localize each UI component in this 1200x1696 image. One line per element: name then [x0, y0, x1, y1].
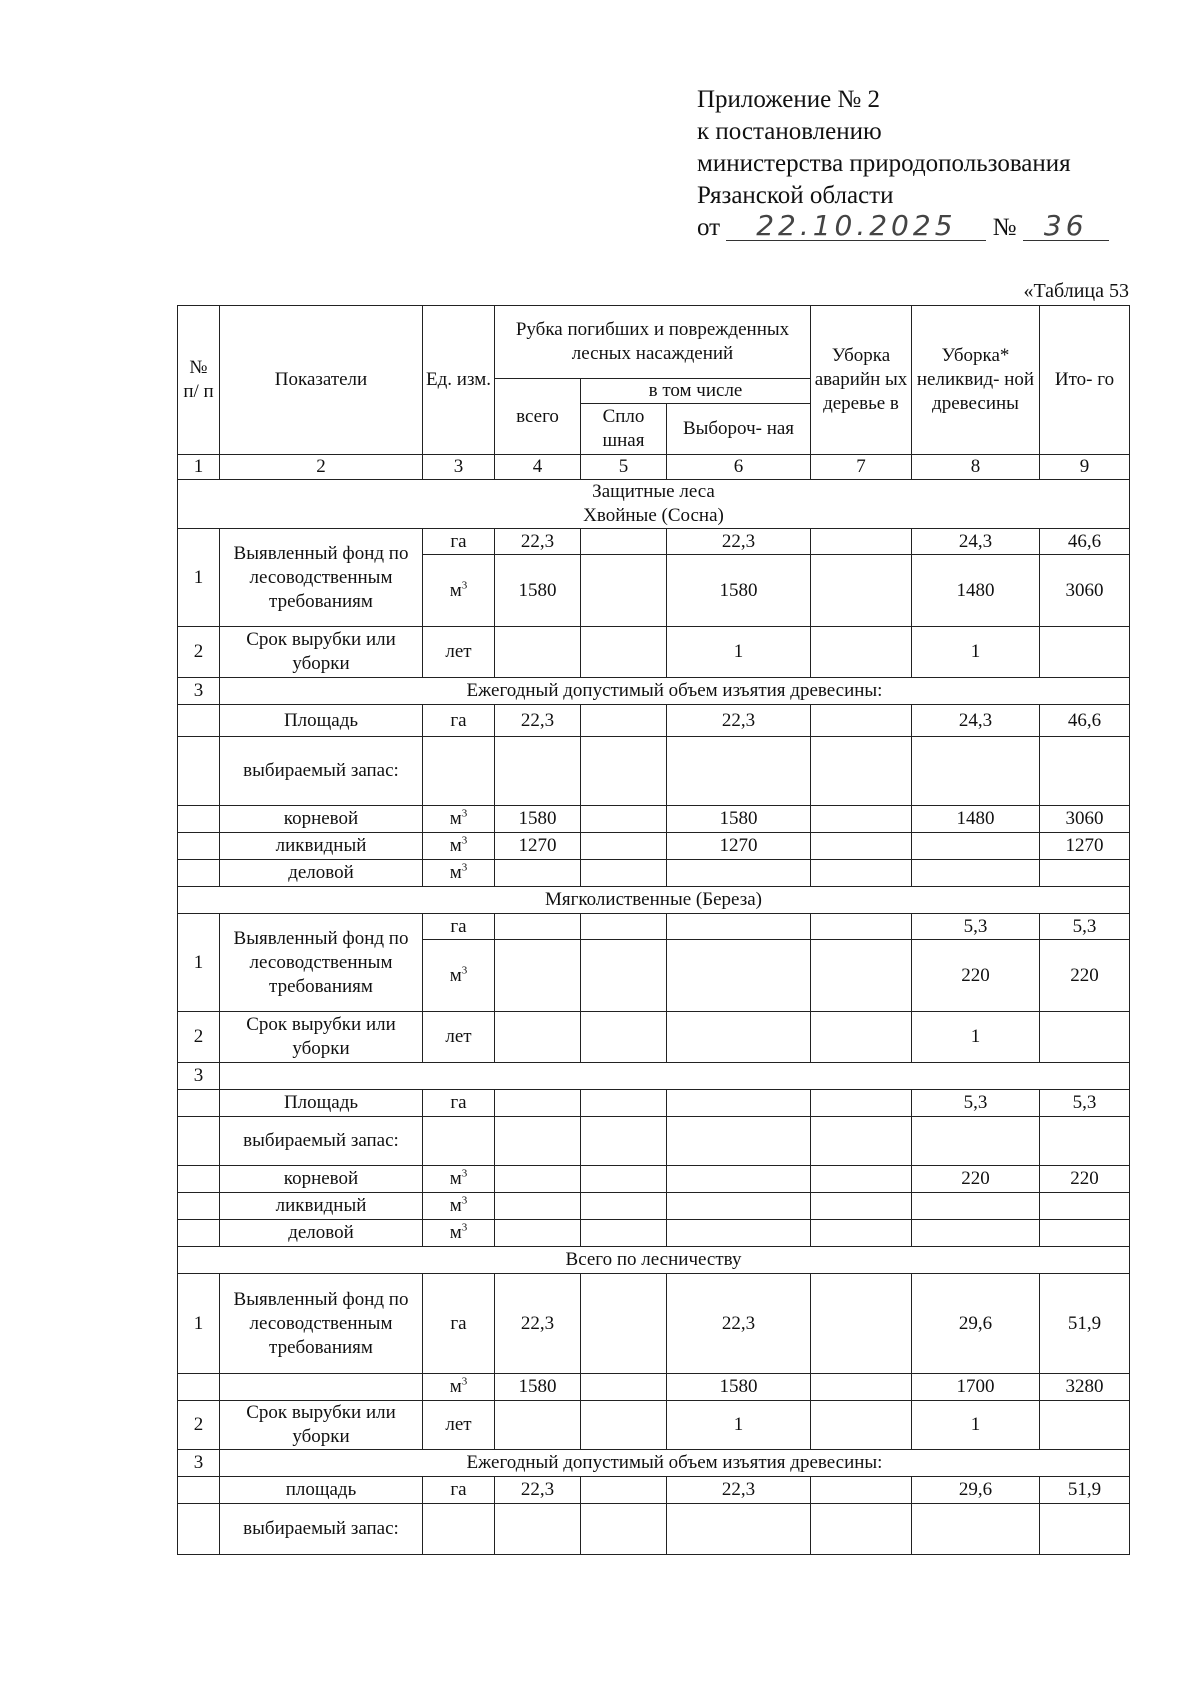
- row-number: 1: [178, 914, 220, 1012]
- data-cell: [1040, 1220, 1130, 1247]
- col-felling-header: Рубка погибших и поврежденных лесных насаждений: [495, 306, 811, 379]
- col-number: 4: [495, 455, 581, 480]
- data-cell: 46,6: [1040, 529, 1130, 555]
- col-num-header: № п/ п: [178, 306, 220, 455]
- data-cell: [495, 1220, 581, 1247]
- data-cell: 5,3: [912, 914, 1040, 940]
- data-cell: [495, 737, 581, 806]
- number-label: №: [992, 214, 1017, 241]
- data-cell: [581, 1117, 667, 1166]
- data-cell: [811, 555, 912, 627]
- data-cell: [667, 1012, 811, 1063]
- col-number: 8: [912, 455, 1040, 480]
- row-number: [178, 860, 220, 887]
- data-cell: 220: [912, 940, 1040, 1012]
- indicator-label: ликвидный: [220, 833, 423, 860]
- data-cell: [581, 1401, 667, 1450]
- data-cell: [811, 737, 912, 806]
- data-cell: [912, 1117, 1040, 1166]
- row-number: [178, 1166, 220, 1193]
- unit-m: м: [449, 835, 462, 856]
- species-label: Хвойные (Сосна): [583, 505, 724, 526]
- data-cell: [912, 737, 1040, 806]
- col-emergency-header: Уборка аварийн ых деревье в: [811, 306, 912, 455]
- data-cell: [581, 1504, 667, 1555]
- data-cell: [581, 1477, 667, 1504]
- data-cell: 1: [667, 1401, 811, 1450]
- data-cell: 29,6: [912, 1274, 1040, 1374]
- data-cell: 1580: [667, 555, 811, 627]
- data-cell: [811, 1193, 912, 1220]
- unit-m: м: [449, 1195, 462, 1216]
- data-cell: [495, 1117, 581, 1166]
- appendix-subtitle: к постановлению: [697, 118, 882, 145]
- district-total-heading: Всего по лесничеству: [178, 1247, 1130, 1274]
- table-body: [178, 480, 1130, 1555]
- col-number: 5: [581, 455, 667, 480]
- annual-volume-label: Ежегодный допустимый объем изъятия древесины:: [220, 1450, 1130, 1477]
- annual-volume-label: Ежегодный допустимый объем изъятия древесины:: [220, 678, 1130, 705]
- data-cell: [667, 1166, 811, 1193]
- unit-m: м: [449, 1376, 462, 1397]
- data-cell: 29,6: [912, 1477, 1040, 1504]
- data-cell: [811, 1090, 912, 1117]
- row-number: [178, 806, 220, 833]
- data-cell: 3280: [1040, 1374, 1130, 1401]
- data-cell: [811, 1166, 912, 1193]
- col-number: 9: [1040, 455, 1130, 480]
- col-number: 1: [178, 455, 220, 480]
- data-cell: [1040, 1117, 1130, 1166]
- indicator-label: Срок вырубки или уборки: [220, 627, 423, 678]
- data-cell: [495, 914, 581, 940]
- row-number: [178, 1193, 220, 1220]
- appendix-title: Приложение № 2: [697, 86, 881, 113]
- data-cell: [811, 1401, 912, 1450]
- table-header: [178, 306, 1130, 480]
- data-cell: [912, 1504, 1040, 1555]
- table-caption: «Таблица 53: [1023, 280, 1129, 302]
- data-cell: 46,6: [1040, 705, 1130, 737]
- data-cell: [811, 1504, 912, 1555]
- unit-sup: 3: [461, 1194, 468, 1207]
- data-cell: [912, 860, 1040, 887]
- unit-sup: 3: [461, 834, 468, 847]
- data-cell: [495, 1090, 581, 1117]
- indicator-label: площадь: [220, 1477, 423, 1504]
- row-number: [178, 1477, 220, 1504]
- data-cell: 22,3: [667, 1477, 811, 1504]
- data-cell: [581, 737, 667, 806]
- data-cell: [1040, 1193, 1130, 1220]
- data-cell: 5,3: [1040, 914, 1130, 940]
- indicator-label: Выявленный фонд по лесоводственным требованиям: [220, 1274, 423, 1374]
- unit-m: м: [449, 1168, 462, 1189]
- data-cell: [811, 1220, 912, 1247]
- row-number: [178, 833, 220, 860]
- data-cell: [495, 1504, 581, 1555]
- data-cell: [581, 555, 667, 627]
- unit-cell: га: [423, 705, 495, 737]
- data-cell: [811, 1477, 912, 1504]
- data-cell: [1040, 1504, 1130, 1555]
- col-number: 3: [423, 455, 495, 480]
- indicator-label: Площадь: [220, 1090, 423, 1117]
- data-cell: [581, 914, 667, 940]
- data-cell: [667, 1504, 811, 1555]
- row-number: 3: [178, 1063, 220, 1090]
- row-number: [178, 1374, 220, 1401]
- data-cell: 22,3: [667, 705, 811, 737]
- data-cell: [811, 833, 912, 860]
- data-cell: [811, 806, 912, 833]
- row-number: [178, 1504, 220, 1555]
- unit-cell: га: [423, 914, 495, 940]
- data-cell: [581, 860, 667, 887]
- row-number: 2: [178, 1401, 220, 1450]
- indicator-label: [220, 1374, 423, 1401]
- unit-cell: [423, 555, 495, 627]
- col-total-header: Ито- го: [1040, 306, 1130, 455]
- data-cell: [581, 529, 667, 555]
- data-cell: [667, 1193, 811, 1220]
- unit-cell: [423, 1220, 495, 1247]
- indicator-label: выбираемый запас:: [220, 737, 423, 806]
- unit-cell: [423, 1166, 495, 1193]
- data-cell: 24,3: [912, 705, 1040, 737]
- data-cell: [811, 914, 912, 940]
- row-number: 2: [178, 627, 220, 678]
- data-cell: [667, 1220, 811, 1247]
- data-cell: 1270: [667, 833, 811, 860]
- unit-sup: 3: [461, 1167, 468, 1180]
- unit-cell: лет: [423, 627, 495, 678]
- row-number: 2: [178, 1012, 220, 1063]
- data-cell: 51,9: [1040, 1274, 1130, 1374]
- data-cell: [811, 627, 912, 678]
- data-cell: [581, 940, 667, 1012]
- data-cell: [1040, 1012, 1130, 1063]
- timber-table: [177, 305, 1130, 1555]
- data-cell: [1040, 1401, 1130, 1450]
- data-cell: 1580: [667, 1374, 811, 1401]
- row-number: 3: [178, 678, 220, 705]
- row-number: 3: [178, 1450, 220, 1477]
- unit-cell: [423, 1504, 495, 1555]
- annual-volume-label: [220, 1063, 1130, 1090]
- ministry-name: министерства природопользования: [697, 150, 1071, 177]
- unit-cell: [423, 1193, 495, 1220]
- data-cell: [912, 1193, 1040, 1220]
- col-number: 2: [220, 455, 423, 480]
- col-all-header: всего: [495, 379, 581, 455]
- data-cell: 22,3: [495, 705, 581, 737]
- data-cell: 1580: [495, 555, 581, 627]
- data-cell: 22,3: [495, 529, 581, 555]
- data-cell: [581, 833, 667, 860]
- data-cell: 1480: [912, 806, 1040, 833]
- data-cell: [495, 1166, 581, 1193]
- data-cell: 1580: [495, 1374, 581, 1401]
- unit-sup: 3: [461, 1221, 468, 1234]
- data-cell: 22,3: [495, 1477, 581, 1504]
- from-label: от: [697, 214, 721, 241]
- date-number-line: [697, 209, 1109, 244]
- data-cell: [1040, 627, 1130, 678]
- data-cell: [581, 1166, 667, 1193]
- unit-cell: лет: [423, 1401, 495, 1450]
- unit-sup: 3: [461, 964, 468, 977]
- data-cell: [495, 1193, 581, 1220]
- unit-cell: га: [423, 529, 495, 555]
- data-cell: 22,3: [495, 1274, 581, 1374]
- data-cell: [667, 914, 811, 940]
- section-heading: [178, 480, 1130, 529]
- data-cell: [581, 1012, 667, 1063]
- data-cell: 22,3: [667, 1274, 811, 1374]
- unit-m: м: [449, 862, 462, 883]
- data-cell: 1270: [1040, 833, 1130, 860]
- data-cell: [811, 860, 912, 887]
- unit-cell: лет: [423, 1012, 495, 1063]
- row-number: 1: [178, 1274, 220, 1374]
- species-label: Мягколиственные (Береза): [178, 887, 1130, 914]
- data-cell: [581, 1220, 667, 1247]
- unit-cell: [423, 833, 495, 860]
- indicator-label: Площадь: [220, 705, 423, 737]
- indicator-label: Выявленный фонд по лесоводственным требованиям: [220, 914, 423, 1012]
- data-cell: [667, 1117, 811, 1166]
- unit-cell: [423, 860, 495, 887]
- data-cell: [1040, 860, 1130, 887]
- data-cell: 3060: [1040, 806, 1130, 833]
- data-cell: [495, 860, 581, 887]
- data-cell: [811, 1374, 912, 1401]
- data-cell: [912, 1220, 1040, 1247]
- data-cell: [581, 806, 667, 833]
- indicator-label: деловой: [220, 860, 423, 887]
- indicator-label: выбираемый запас:: [220, 1504, 423, 1555]
- data-cell: 1: [912, 627, 1040, 678]
- data-cell: [495, 1012, 581, 1063]
- data-cell: 1580: [495, 806, 581, 833]
- col-number: 7: [811, 455, 912, 480]
- row-number: [178, 1220, 220, 1247]
- data-cell: [495, 1401, 581, 1450]
- data-cell: 1: [912, 1012, 1040, 1063]
- data-cell: 220: [912, 1166, 1040, 1193]
- unit-sup: 3: [461, 861, 468, 874]
- unit-sup: 3: [461, 579, 468, 592]
- handwritten-date: 22.10.2025: [726, 212, 986, 241]
- unit-cell: [423, 737, 495, 806]
- row-number: [178, 737, 220, 806]
- data-cell: [581, 705, 667, 737]
- indicator-label: Срок вырубки или уборки: [220, 1401, 423, 1450]
- data-cell: 1700: [912, 1374, 1040, 1401]
- data-cell: 22,3: [667, 529, 811, 555]
- data-cell: [667, 940, 811, 1012]
- col-including-header: в том числе: [581, 379, 811, 404]
- indicator-label: ликвидный: [220, 1193, 423, 1220]
- indicator-label: выбираемый запас:: [220, 1117, 423, 1166]
- unit-cell: [423, 940, 495, 1012]
- data-cell: [1040, 737, 1130, 806]
- row-number: [178, 705, 220, 737]
- data-cell: 3060: [1040, 555, 1130, 627]
- data-cell: 1: [912, 1401, 1040, 1450]
- appendix-header: [697, 84, 1109, 244]
- data-cell: [811, 705, 912, 737]
- indicator-label: корневой: [220, 1166, 423, 1193]
- unit-sup: 3: [461, 807, 468, 820]
- col-number: 6: [667, 455, 811, 480]
- data-cell: 1: [667, 627, 811, 678]
- indicator-label: Выявленный фонд по лесоводственным требованиям: [220, 529, 423, 627]
- data-cell: 1580: [667, 806, 811, 833]
- data-cell: [811, 940, 912, 1012]
- forest-type-label: Защитные леса: [592, 481, 715, 502]
- data-cell: [667, 860, 811, 887]
- row-number: [178, 1090, 220, 1117]
- data-cell: [667, 1090, 811, 1117]
- data-cell: [581, 627, 667, 678]
- indicator-label: Срок вырубки или уборки: [220, 1012, 423, 1063]
- data-cell: [811, 1274, 912, 1374]
- data-cell: 1480: [912, 555, 1040, 627]
- data-cell: [912, 833, 1040, 860]
- data-cell: 51,9: [1040, 1477, 1130, 1504]
- data-cell: [581, 1193, 667, 1220]
- data-cell: [811, 529, 912, 555]
- row-number: 1: [178, 529, 220, 627]
- col-indicators-header: Показатели: [220, 306, 423, 455]
- indicator-label: корневой: [220, 806, 423, 833]
- unit-m: м: [449, 964, 462, 986]
- indicator-label: деловой: [220, 1220, 423, 1247]
- data-cell: 5,3: [912, 1090, 1040, 1117]
- unit-cell: [423, 1117, 495, 1166]
- region-name: Рязанской области: [697, 182, 894, 209]
- handwritten-number: 36: [1023, 212, 1109, 241]
- unit-m: м: [449, 808, 462, 829]
- data-cell: [495, 627, 581, 678]
- row-number: [178, 1117, 220, 1166]
- data-cell: [667, 737, 811, 806]
- unit-m: м: [449, 1222, 462, 1243]
- data-cell: [495, 940, 581, 1012]
- data-cell: [811, 1012, 912, 1063]
- col-illiquid-header: Уборка* неликвид- ной древесины: [912, 306, 1040, 455]
- data-cell: [581, 1374, 667, 1401]
- col-selective-header: Выбороч- ная: [667, 404, 811, 455]
- unit-cell: га: [423, 1274, 495, 1374]
- data-cell: 5,3: [1040, 1090, 1130, 1117]
- data-cell: [581, 1090, 667, 1117]
- data-cell: [581, 1274, 667, 1374]
- data-cell: 24,3: [912, 529, 1040, 555]
- data-cell: 220: [1040, 1166, 1130, 1193]
- unit-cell: [423, 806, 495, 833]
- col-clear-header: Спло шная: [581, 404, 667, 455]
- unit-cell: [423, 1374, 495, 1401]
- col-unit-header: Ед. изм.: [423, 306, 495, 455]
- unit-m: м: [449, 579, 462, 601]
- data-cell: 1270: [495, 833, 581, 860]
- unit-cell: га: [423, 1477, 495, 1504]
- unit-sup: 3: [461, 1375, 468, 1388]
- data-cell: 220: [1040, 940, 1130, 1012]
- unit-cell: га: [423, 1090, 495, 1117]
- data-cell: [811, 1117, 912, 1166]
